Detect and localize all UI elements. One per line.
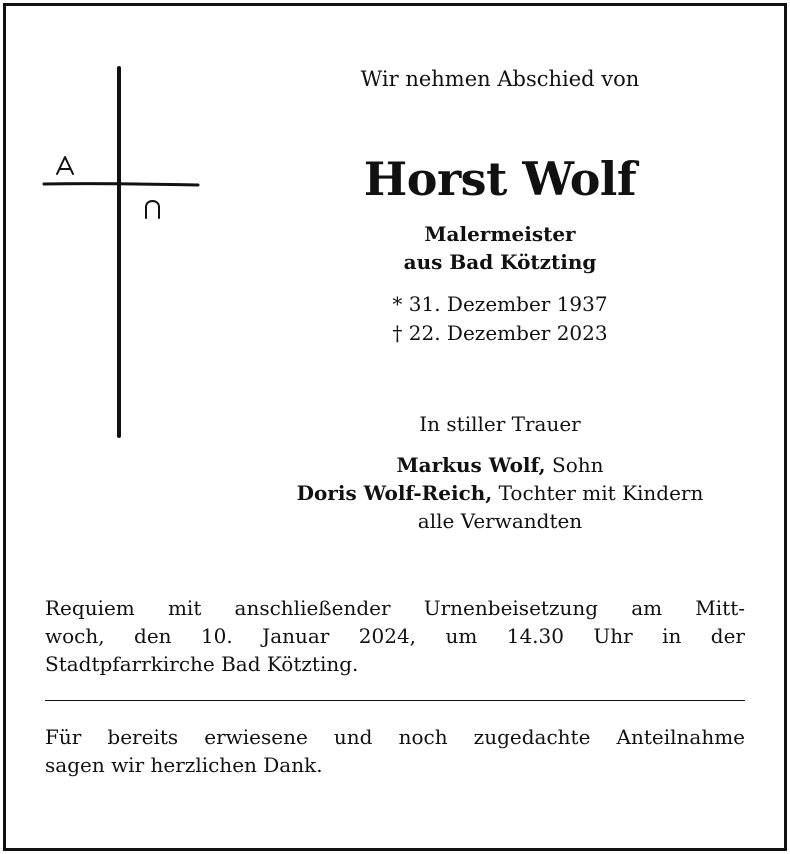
mourner-relation: Tochter mit Kindern [498, 481, 704, 505]
requiem-line: Requiem mit anschließender Urnenbeisetzung am Mitt- [45, 596, 745, 620]
thanks-line: sagen wir herzlichen Dank. [45, 753, 323, 777]
mourner-entry [250, 479, 750, 507]
mourner-name: Doris Wolf-Reich, [296, 481, 493, 505]
mourner-relation: Sohn [552, 453, 604, 477]
mourner-entry [250, 451, 750, 479]
death-date: † 22. Dezember 2023 [392, 321, 608, 345]
omega-icon [146, 201, 159, 218]
life-dates [250, 290, 750, 348]
profession-title: Malermeister [424, 222, 576, 246]
mourner-name: Markus Wolf, [396, 453, 546, 477]
relatives: alle Verwandten [417, 509, 583, 533]
cross-icon [40, 66, 210, 441]
mourners-list [250, 451, 750, 535]
profession-place: aus Bad Kötzting [403, 250, 597, 274]
requiem-text [45, 594, 745, 678]
thanks-text [45, 723, 745, 779]
divider [45, 700, 745, 701]
birth-date: * 31. Dezember 1937 [392, 292, 608, 316]
deceased-name: Horst Wolf [363, 152, 637, 206]
intro-text: Wir nehmen Abschied von [360, 67, 640, 91]
mourning-heading: In stiller Trauer [419, 412, 581, 436]
requiem-line: Stadtpfarrkirche Bad Kötzting. [45, 652, 359, 676]
thanks-line: Für bereits erwiesene und noch zugedachte Anteilnahme [45, 725, 745, 749]
alpha-icon [57, 157, 73, 174]
requiem-line: woch, den 10. Januar 2024, um 14.30 Uhr in der [45, 624, 745, 648]
profession [250, 220, 750, 276]
